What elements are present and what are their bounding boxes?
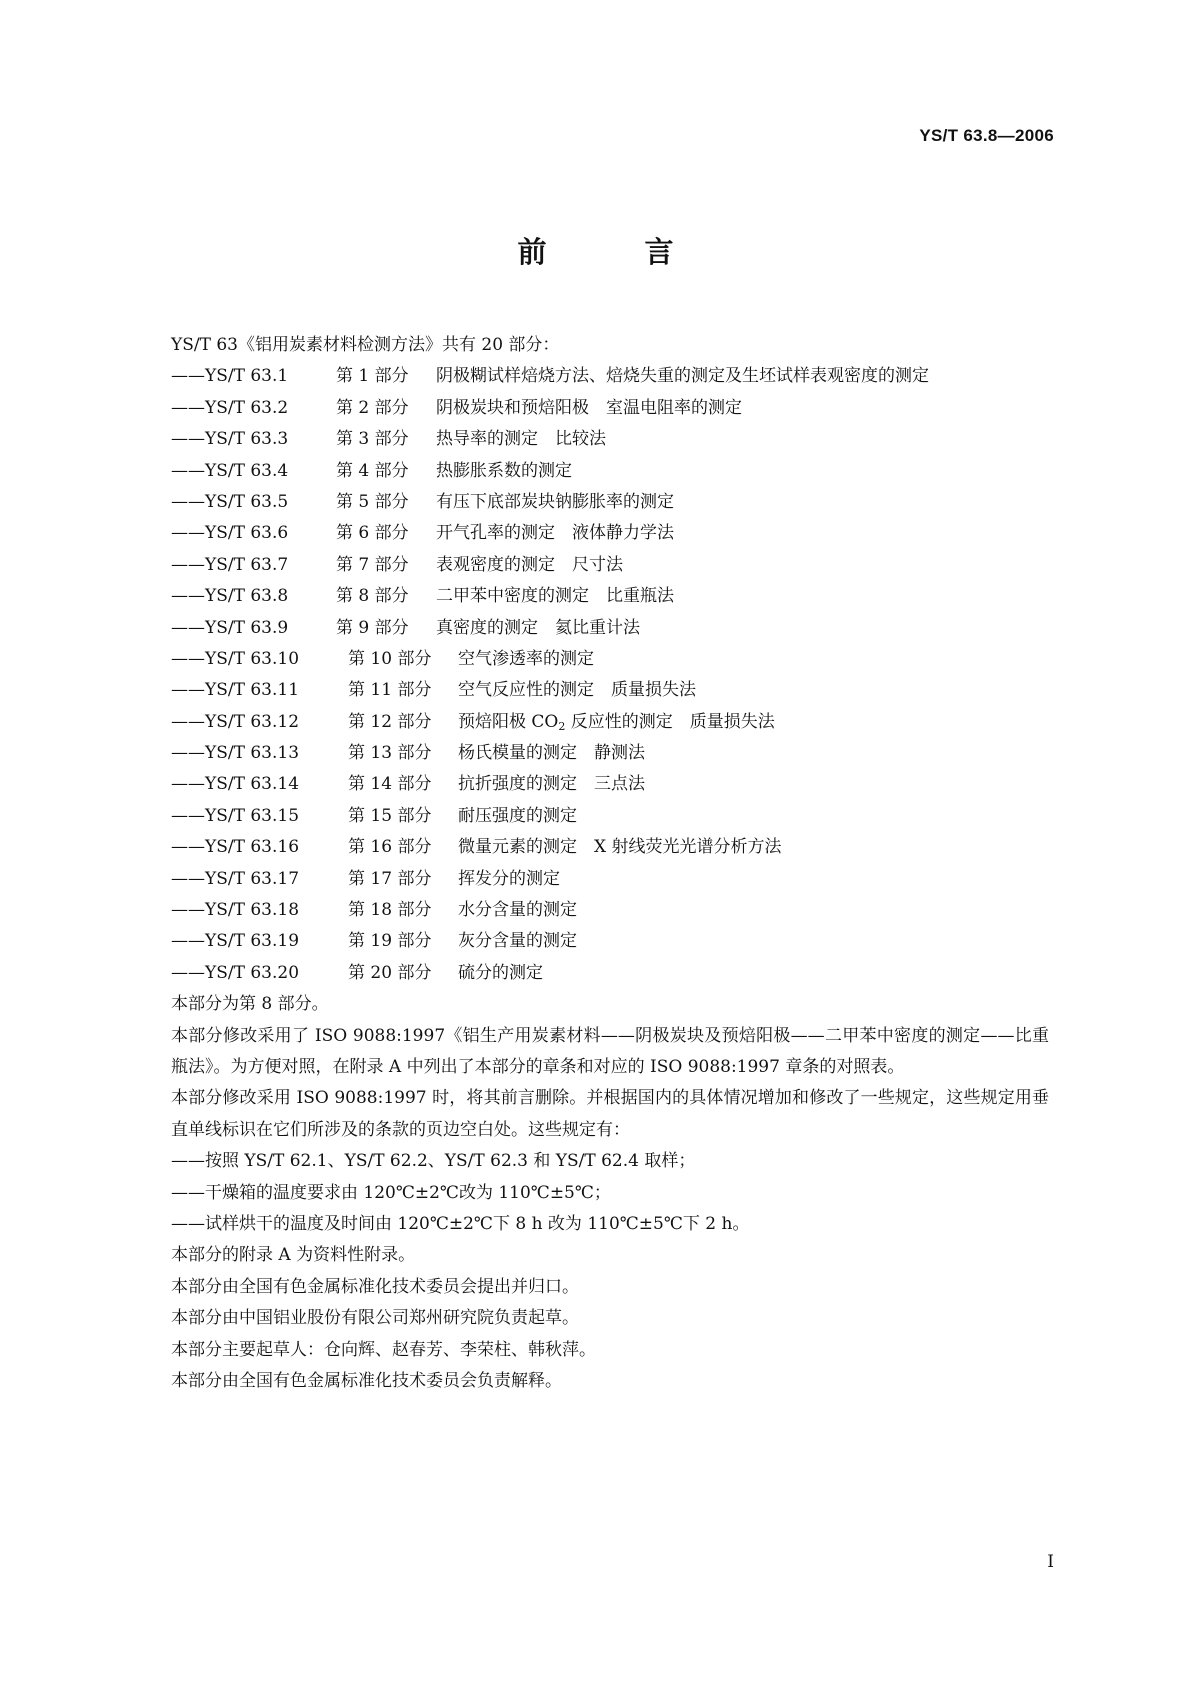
part-number: 第 16 部分 [348, 837, 432, 858]
part-item [171, 424, 1049, 455]
part-item [171, 675, 1049, 706]
part-name-post: 反应性的测定 质量损失法 [565, 711, 775, 732]
part-code: ——YS/T 63.11 [171, 680, 300, 701]
closing-line: 本部分由全国有色金属标准化技术委员会提出并归口。 [171, 1276, 579, 1297]
part-code: ——YS/T 63.9 [171, 617, 289, 638]
part-item [171, 613, 1049, 644]
part-item [171, 361, 1049, 392]
part-item [171, 518, 1049, 549]
part-item [171, 801, 1049, 832]
part-item [171, 456, 1049, 487]
part-name: 灰分含量的测定 [458, 931, 577, 952]
part-item [171, 769, 1049, 800]
part-code: ——YS/T 63.5 [171, 491, 289, 512]
part-item [171, 707, 1049, 738]
part-name: 空气渗透率的测定 [458, 648, 594, 669]
part-code: ——YS/T 63.18 [171, 900, 300, 921]
part-name: 热膨胀系数的测定 [436, 460, 572, 481]
part-number: 第 12 部分 [348, 711, 432, 732]
part-name: 阴极糊试样焙烧方法、焙烧失重的测定及生坯试样表观密度的测定 [436, 366, 929, 387]
part-item [171, 958, 1049, 989]
part-code: ——YS/T 63.3 [171, 429, 289, 450]
closing-line: 本部分由全国有色金属标准化技术委员会负责解释。 [171, 1370, 562, 1391]
part-name: 阴极炭块和预焙阳极 室温电阻率的测定 [436, 397, 742, 418]
part-code: ——YS/T 63.6 [171, 523, 289, 544]
part-number: 第 13 部分 [348, 743, 432, 764]
part-code: ——YS/T 63.10 [171, 648, 300, 669]
this-part-statement: 本部分为第 8 部分。 [171, 994, 329, 1015]
change-item: ——按照 YS/T 62.1、YS/T 62.2、YS/T 62.3 和 YS/T 62.4 取样； [171, 1151, 696, 1172]
part-number: 第 3 部分 [336, 429, 409, 450]
part-item [171, 832, 1049, 863]
part-code: ——YS/T 63.14 [171, 774, 300, 795]
part-item [171, 644, 1049, 675]
part-name: 二甲苯中密度的测定 比重瓶法 [436, 586, 674, 607]
part-number: 第 18 部分 [348, 900, 432, 921]
part-item [171, 487, 1049, 518]
part-number: 第 15 部分 [348, 805, 432, 826]
intro-line: YS/T 63《铝用炭素材料检测方法》共有 20 部分： [171, 335, 560, 355]
part-code: ——YS/T 63.15 [171, 805, 300, 826]
standard-code: YS/T 63.8—2006 [919, 126, 1054, 145]
part-name: 抗折强度的测定 三点法 [458, 774, 645, 795]
modification-paragraph: 本部分修改采用 ISO 9088:1997 时，将其前言删除。并根据国内的具体情况增加和修改了一些规定，这些规定用垂直单线标识在它们所涉及的条款的页边空白处。这些规定有： [171, 1088, 1049, 1140]
closing-line: 本部分的附录 A 为资料性附录。 [171, 1245, 416, 1266]
part-number: 第 20 部分 [348, 962, 432, 983]
part-number: 第 8 部分 [336, 586, 409, 607]
part-name: 有压下底部炭块钠膨胀率的测定 [436, 491, 674, 512]
part-number: 第 7 部分 [336, 554, 409, 575]
part-name: 耐压强度的测定 [458, 805, 577, 826]
part-code: ——YS/T 63.2 [171, 397, 289, 418]
part-name: 空气反应性的测定 质量损失法 [458, 680, 696, 701]
part-number: 第 4 部分 [336, 460, 409, 481]
part-item [171, 550, 1049, 581]
adoption-paragraph: 本部分修改采用了 ISO 9088:1997《铝生产用炭素材料——阴极炭块及预焙阳极——二甲苯中密度的测定——比重瓶法》。为方便对照，在附录 A 中列出了本部分的章条和对应的 ISO 9088:1997 章条的对照表。 [171, 1025, 1049, 1077]
part-name: 挥发分的测定 [458, 868, 560, 889]
part-code: ——YS/T 63.19 [171, 931, 300, 952]
part-code: ——YS/T 63.16 [171, 837, 300, 858]
part-item [171, 926, 1049, 957]
part-code: ——YS/T 63.13 [171, 743, 300, 764]
part-item [171, 393, 1049, 424]
part-number: 第 5 部分 [336, 491, 409, 512]
page-number: I [1047, 1552, 1054, 1572]
part-name [458, 707, 775, 738]
closing-statements [171, 1240, 1049, 1397]
subscript: 2 [558, 719, 566, 733]
part-name: 开气孔率的测定 液体静力学法 [436, 523, 674, 544]
part-name: 表观密度的测定 尺寸法 [436, 554, 623, 575]
part-name: 水分含量的测定 [458, 900, 577, 921]
part-code: ——YS/T 63.17 [171, 868, 300, 889]
part-code: ——YS/T 63.7 [171, 554, 289, 575]
closing-line: 本部分主要起草人：仓向辉、赵春芳、李荣柱、韩秋萍。 [171, 1339, 596, 1360]
part-item [171, 864, 1049, 895]
part-number: 第 2 部分 [336, 397, 409, 418]
closing-line: 本部分由中国铝业股份有限公司郑州研究院负责起草。 [171, 1308, 579, 1329]
part-number: 第 9 部分 [336, 617, 409, 638]
part-item [171, 581, 1049, 612]
part-item [171, 738, 1049, 769]
preface-body [171, 330, 1049, 1397]
part-name: 微量元素的测定 X 射线荧光光谱分析方法 [458, 837, 782, 858]
parts-list [171, 361, 1049, 989]
part-code: ——YS/T 63.4 [171, 460, 289, 481]
part-item [171, 895, 1049, 926]
page-title: 前 言 [517, 235, 718, 269]
part-name: 杨氏模量的测定 静测法 [458, 743, 645, 764]
part-name: 真密度的测定 氦比重计法 [436, 617, 640, 638]
part-number: 第 11 部分 [348, 680, 432, 701]
part-number: 第 6 部分 [336, 523, 409, 544]
part-code: ——YS/T 63.1 [171, 366, 289, 387]
part-name-pre: 预焙阳极 CO [458, 711, 559, 732]
change-item: ——干燥箱的温度要求由 120℃±2℃改为 110℃±5℃； [171, 1182, 611, 1203]
part-number: 第 17 部分 [348, 868, 432, 889]
part-number: 第 14 部分 [348, 774, 432, 795]
part-code: ——YS/T 63.12 [171, 711, 300, 732]
change-item: ——试样烘干的温度及时间由 120℃±2℃下 8 h 改为 110℃±5℃下 2 h。 [171, 1214, 750, 1234]
part-code: ——YS/T 63.20 [171, 962, 300, 983]
part-name: 热导率的测定 比较法 [436, 429, 606, 450]
part-number: 第 10 部分 [348, 648, 432, 669]
part-number: 第 19 部分 [348, 931, 432, 952]
part-name: 硫分的测定 [458, 962, 543, 983]
part-number: 第 1 部分 [336, 366, 409, 387]
part-code: ——YS/T 63.8 [171, 586, 289, 607]
changes-list [171, 1146, 1049, 1240]
